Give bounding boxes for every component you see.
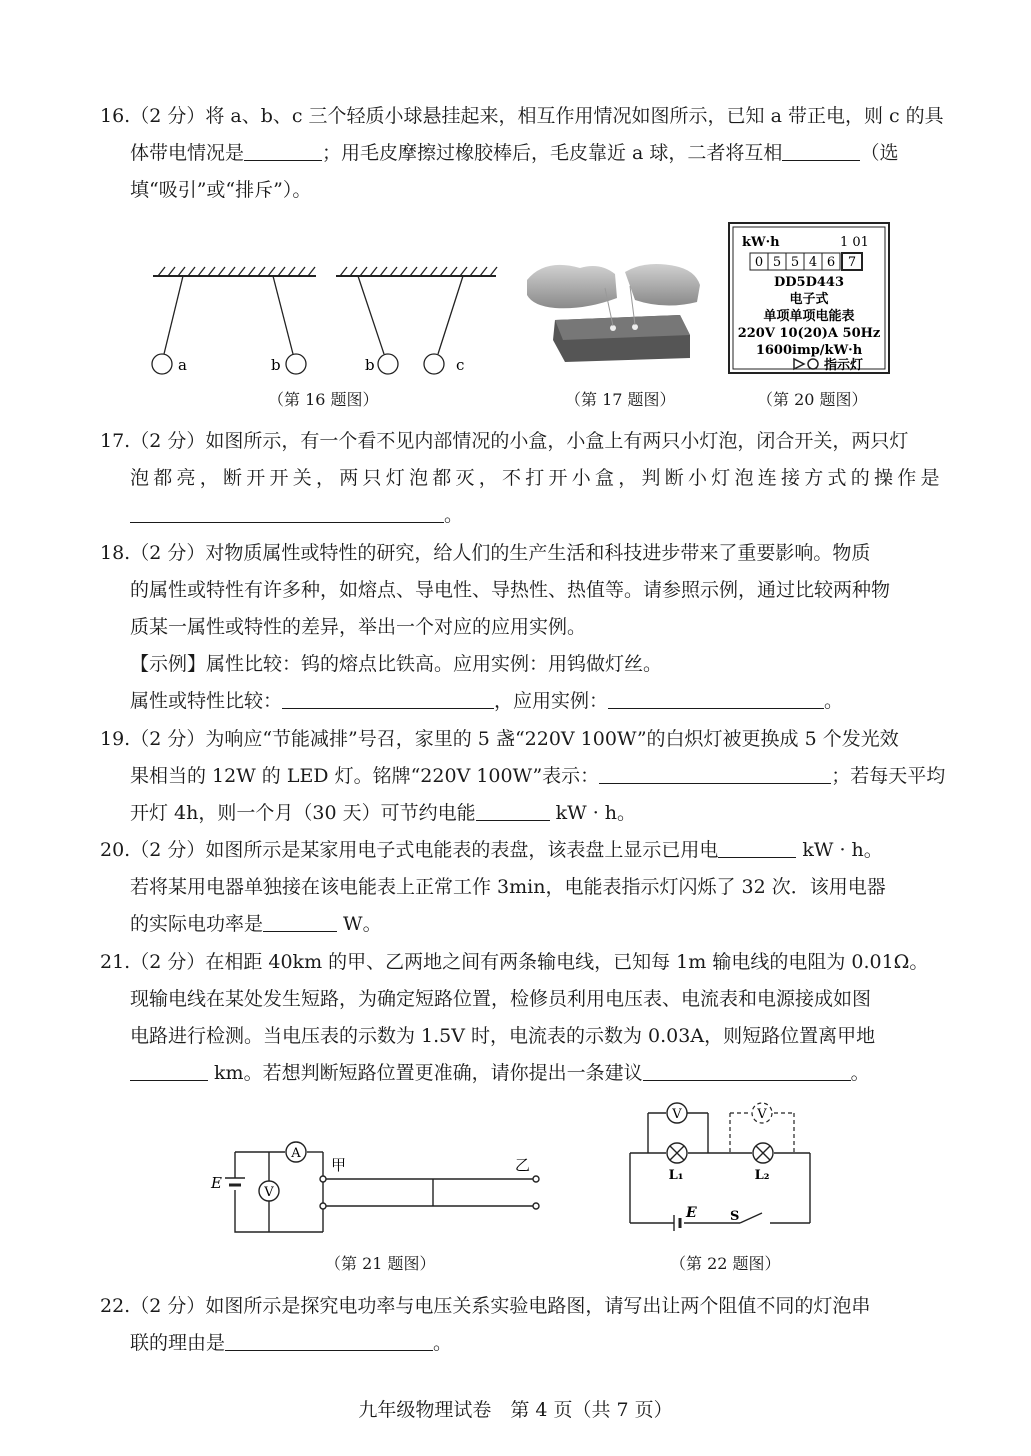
q17-char: 小 — [688, 467, 708, 489]
answer-blank — [130, 500, 444, 523]
q17-char: 两 — [339, 467, 359, 489]
meter-model: DD5D443 — [773, 275, 845, 290]
source-label: E — [686, 1205, 697, 1221]
q18-example: 【示例】属性比较：钨的熔点比铁高。应用实例：用钨做灯丝。 — [130, 653, 663, 675]
q21-line1: 21.（2 分）在相距 40km 的甲、乙两地之间有两条输电线，已知每 1m 输电线的电阻为 0.01Ω。 — [100, 951, 929, 973]
q17-char: 作 — [897, 467, 917, 489]
answer-blank — [782, 138, 860, 161]
ammeter-label: A — [291, 1146, 301, 1161]
hand-right — [625, 264, 700, 306]
question-20 — [100, 832, 940, 943]
q17-char: 的 — [850, 467, 870, 489]
q22-line2: 联的理由是 。 — [100, 1325, 940, 1362]
l2-label: L₂ — [754, 1168, 770, 1183]
q21-line3: 电路进行检测。当电压表的示数为 1.5V 时，电流表的示数为 0.03A，则短路位置离甲地 — [130, 1025, 876, 1047]
q17-char: 亮 — [176, 467, 196, 489]
answer-blank — [244, 138, 322, 161]
q16-line3: 填“吸引”或“排斥”）。 — [130, 179, 312, 201]
q22-line1: 22.（2 分）如图所示是探究电功率与电压关系实验电路图，请写出让两个阻值不同的灯泡串 — [100, 1295, 871, 1317]
q17-char: 灭 — [455, 467, 475, 489]
q17-line3: 。 — [100, 497, 940, 534]
figure-17-caption: （第 17 题图） — [565, 390, 676, 409]
q21-line4: km。若想判断短路位置更准确，请你提出一条建议 。 — [100, 1055, 940, 1092]
q20-line1: 20.（2 分）如图所示是某家用电子式电能表的表盘，该表盘上显示已用电 kW · h。 — [100, 832, 940, 869]
q17-char: 盒 — [595, 467, 615, 489]
q17-char: 灯 — [711, 467, 731, 489]
figure-16-pendulums — [148, 262, 508, 382]
q20-line2: 若将某用电器单独接在该电能表上正常工作 3min，电能表指示灯闪烁了 32 次．该用电器 — [130, 876, 886, 898]
ball-c — [424, 354, 444, 374]
q17-char: 断 — [223, 467, 243, 489]
answer-blank — [476, 798, 550, 821]
q17-char: 都 — [432, 467, 452, 489]
q19-line3: 开灯 4h，则一个月（30 天）可节约电能 kW · h。 — [100, 795, 940, 832]
q17-char: 连 — [757, 467, 777, 489]
answer-blank — [718, 835, 796, 858]
figure-20-caption: （第 20 题图） — [757, 390, 868, 409]
q20-line3: 的实际电功率是 W。 — [100, 906, 940, 943]
label-b2: b — [365, 356, 375, 374]
q18-line1: 18.（2 分）对物质属性或特性的研究，给人们的生产生活和科技进步带来了重要影响。物质 — [100, 542, 871, 564]
label-a: a — [178, 356, 187, 374]
answer-blank — [282, 686, 494, 709]
q17-char: 泡 — [734, 467, 754, 489]
digit: 0 — [754, 255, 764, 270]
digit: 4 — [808, 255, 818, 270]
q17-char: 判 — [641, 467, 661, 489]
ball-b — [286, 354, 306, 374]
q17-char: 操 — [874, 467, 894, 489]
q17-char: 接 — [781, 467, 801, 489]
q17-line1: 17.（2 分）如图所示，有一个看不见内部情况的小盒，小盒上有两只小灯泡，闭合开关，两只灯 — [100, 430, 909, 452]
source-label: E — [211, 1174, 222, 1192]
answer-blank — [599, 761, 831, 784]
question-21 — [100, 944, 940, 1092]
q17-char: 泡 — [130, 467, 150, 489]
answer-blank — [130, 1058, 208, 1081]
figure-17-photo — [525, 240, 705, 380]
q17-char: 小 — [571, 467, 591, 489]
figure-21-circuit — [205, 1130, 555, 1240]
page-footer: 九年级物理试卷 第 4 页（共 7 页） — [358, 1399, 673, 1421]
q17-char: 关 — [292, 467, 312, 489]
ceiling-hatch — [158, 267, 497, 276]
q17-char: ， — [316, 467, 336, 489]
q17-char: 开 — [548, 467, 568, 489]
q18-line2: 的属性或特性有许多种，如熔点、导电性、导热性、热值等。请参照示例，通过比较两种物 — [130, 579, 891, 601]
hand-left — [527, 265, 617, 308]
q17-char: 断 — [664, 467, 684, 489]
digit: 7 — [847, 255, 857, 270]
q17-char: ， — [199, 467, 219, 489]
voltmeter-label: V — [672, 1107, 682, 1122]
meter-code: 1 01 — [840, 235, 869, 250]
question-22 — [100, 1288, 940, 1362]
question-19 — [100, 721, 946, 832]
q17-char: 开 — [246, 467, 266, 489]
q17-char: ， — [478, 467, 498, 489]
meter-name: 单项单项电能表 — [763, 309, 855, 324]
l1-label: L₁ — [668, 1168, 684, 1183]
switch-label: S — [730, 1209, 740, 1224]
q17-justified-text — [130, 460, 940, 497]
q17-char: 都 — [153, 467, 173, 489]
q16-line1: 16.（2 分）将 a、b、c 三个轻质小球悬挂起来，相互作用情况如图所示，已知 a 带正电，则 c 的具 — [100, 105, 944, 127]
ball-a — [152, 354, 172, 374]
indicator-label: 指示灯 — [824, 358, 864, 373]
voltmeter-label-2: V — [757, 1107, 767, 1122]
question-16 — [100, 98, 944, 209]
meter-unit: kW·h — [742, 235, 780, 250]
q18-answer-line: 属性或特性比较： ，应用实例： 。 — [100, 683, 940, 720]
q19-line2: 果相当的 12W 的 LED 灯。铭牌“220V 100W”表示： ；若每天平均 — [100, 758, 940, 795]
digit: 5 — [790, 255, 800, 270]
meter-imp: 1600imp/kW·h — [755, 343, 863, 358]
q17-char: 方 — [804, 467, 824, 489]
meter-digits — [750, 253, 862, 270]
q17-char: 式 — [827, 467, 847, 489]
answer-blank — [643, 1058, 851, 1081]
answer-blank — [225, 1328, 433, 1351]
q17-char: 不 — [502, 467, 522, 489]
answer-blank — [608, 686, 824, 709]
q17-char: 灯 — [385, 467, 405, 489]
q17-char: ， — [618, 467, 638, 489]
figure-16-caption: （第 16 题图） — [268, 390, 379, 409]
voltmeter-label: V — [264, 1185, 274, 1200]
q16-line2: 体带电情况是 ；用毛皮摩擦过橡胶棒后，毛皮靠近 a 球，二者将互相 （选 — [100, 135, 940, 172]
label-c: c — [456, 356, 465, 374]
yi-label: 乙 — [515, 1156, 531, 1174]
question-17 — [100, 423, 940, 534]
q17-char: 只 — [362, 467, 382, 489]
label-b: b — [271, 356, 281, 374]
q17-char: 泡 — [409, 467, 429, 489]
meter-spec: 220V 10(20)A 50Hz — [737, 326, 881, 341]
question-18 — [100, 535, 940, 720]
jia-label: 甲 — [331, 1156, 347, 1174]
figure-22-caption: （第 22 题图） — [670, 1254, 781, 1273]
q17-char: 是 — [920, 467, 940, 489]
q17-line2 — [100, 460, 940, 497]
answer-blank — [263, 909, 337, 932]
q21-line2: 现输电线在某处发生短路，为确定短路位置，检修员利用电压表、电流表和电源接成如图 — [130, 988, 872, 1010]
digit: 6 — [826, 255, 836, 270]
q19-line1: 19.（2 分）为响应“节能减排”号召，家里的 5 盏“220V 100W”的白炽灯被更换成 5 个发光效 — [100, 728, 899, 750]
meter-type: 电子式 — [789, 292, 829, 307]
ball-b2 — [378, 354, 398, 374]
figure-21-caption: （第 21 题图） — [325, 1254, 436, 1273]
figure-20-energy-meter — [728, 222, 890, 374]
figure-22-circuit — [622, 1095, 822, 1240]
q17-char: 打 — [525, 467, 545, 489]
digit: 5 — [772, 255, 782, 270]
q17-char: 开 — [269, 467, 289, 489]
q18-line3: 质某一属性或特性的差异，举出一个对应的应用实例。 — [130, 616, 587, 638]
